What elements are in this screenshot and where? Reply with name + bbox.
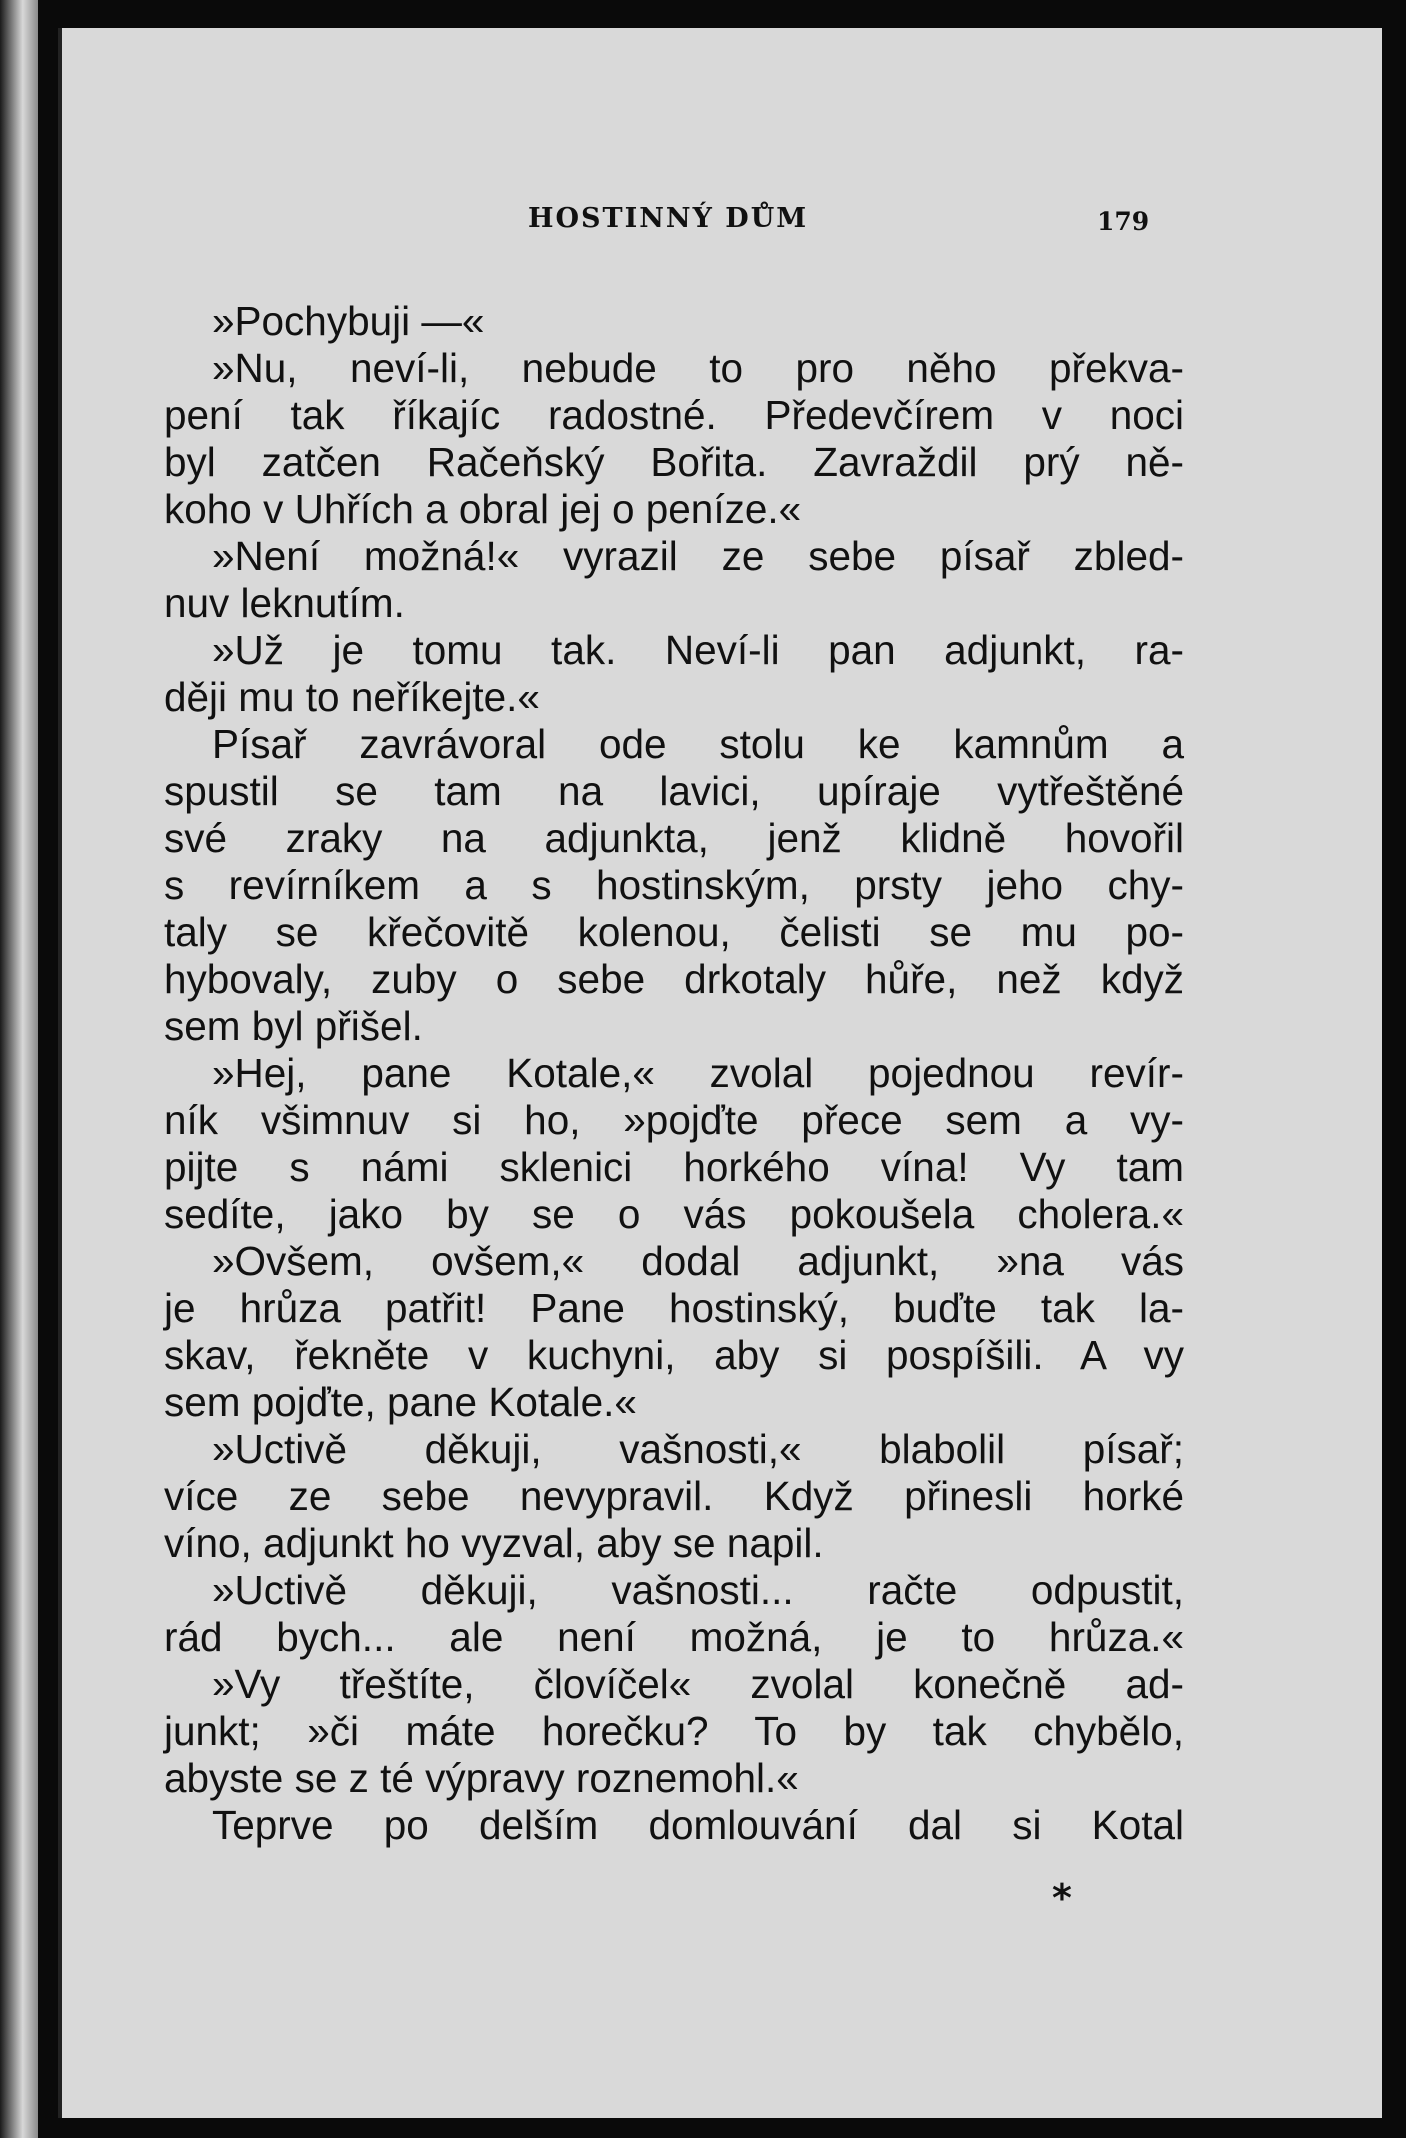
text-line: spustil se tam na lavici, upíraje vytřeštěné	[164, 768, 1184, 814]
text-line: pijte s námi sklenici horkého vína! Vy tam	[164, 1144, 1184, 1190]
text-line: byl zatčen Račeňský Bořita. Zavraždil prý ně-	[164, 439, 1184, 485]
book-edge	[0, 0, 38, 2138]
text-line: junkt; »či máte horečku? To by tak chybělo,	[164, 1708, 1184, 1754]
text-line: »Hej, pane Kotale,« zvolal pojednou revír-	[212, 1050, 1184, 1096]
text-line: »Ovšem, ovšem,« dodal adjunkt, »na vás	[212, 1238, 1184, 1284]
text-line: pení tak říkajíc radostné. Předevčírem v noci	[164, 392, 1184, 438]
text-line: ději mu to neříkejte.«	[164, 674, 540, 720]
text-line: sem pojďte, pane Kotale.«	[164, 1379, 637, 1425]
text-line: víno, adjunkt ho vyzval, aby se napil.	[164, 1520, 824, 1566]
text-line: s revírníkem a s hostinským, prsty jeho chy-	[164, 862, 1184, 908]
page-number: 179	[1097, 207, 1150, 236]
text-line: sedíte, jako by se o vás pokoušela cholera.«	[164, 1191, 1184, 1237]
text-line: sem byl přišel.	[164, 1003, 423, 1049]
running-title: HOSTINNÝ DŮM	[528, 203, 809, 234]
text-line: »Vy třeštíte, človíčel« zvolal konečně ad-	[212, 1661, 1184, 1707]
text-line: je hrůza patřit! Pane hostinský, buďte tak la-	[164, 1285, 1184, 1331]
text-line: »Uctivě děkuji, vašnosti,« blabolil písař;	[212, 1426, 1184, 1472]
text-line: »Nu, neví-li, nebude to pro něho překva-	[212, 345, 1184, 391]
body-text	[164, 298, 1184, 1849]
text-line: koho v Uhřích a obral jej o peníze.«	[164, 486, 802, 532]
text-line: hybovaly, zuby o sebe drkotaly hůře, než když	[164, 956, 1184, 1002]
text-line: více ze sebe nevypravil. Když přinesli horké	[164, 1473, 1184, 1519]
text-line: »Uctivě děkuji, vašnosti... račte odpustit,	[212, 1567, 1184, 1613]
text-line: skav, řekněte v kuchyni, aby si pospíšili. A vy	[164, 1332, 1184, 1378]
book-page	[58, 28, 1382, 2118]
text-line: rád bych... ale není možná, je to hrůza.«	[164, 1614, 1184, 1660]
text-line: abyste se z té výpravy roznemohl.«	[164, 1755, 799, 1801]
text-line: Teprve po delším domlouvání dal si Kotal	[212, 1802, 1184, 1848]
text-line: Písař zavrávoral ode stolu ke kamnům a	[212, 721, 1184, 767]
text-line: »Už je tomu tak. Neví-li pan adjunkt, ra-	[212, 627, 1184, 673]
text-line: ník všimnuv si ho, »pojďte přece sem a vy-	[164, 1097, 1184, 1143]
running-header	[62, 203, 1382, 243]
text-line: nuv leknutím.	[164, 580, 405, 626]
text-line: »Pochybuji —«	[212, 298, 485, 344]
text-line: »Není možná!« vyrazil ze sebe písař zbled-	[212, 533, 1184, 579]
text-line: taly se křečovitě kolenou, čelisti se mu po-	[164, 909, 1184, 955]
signature-mark: *	[1052, 1876, 1072, 1920]
text-line: své zraky na adjunkta, jenž klidně hovořil	[164, 815, 1184, 861]
